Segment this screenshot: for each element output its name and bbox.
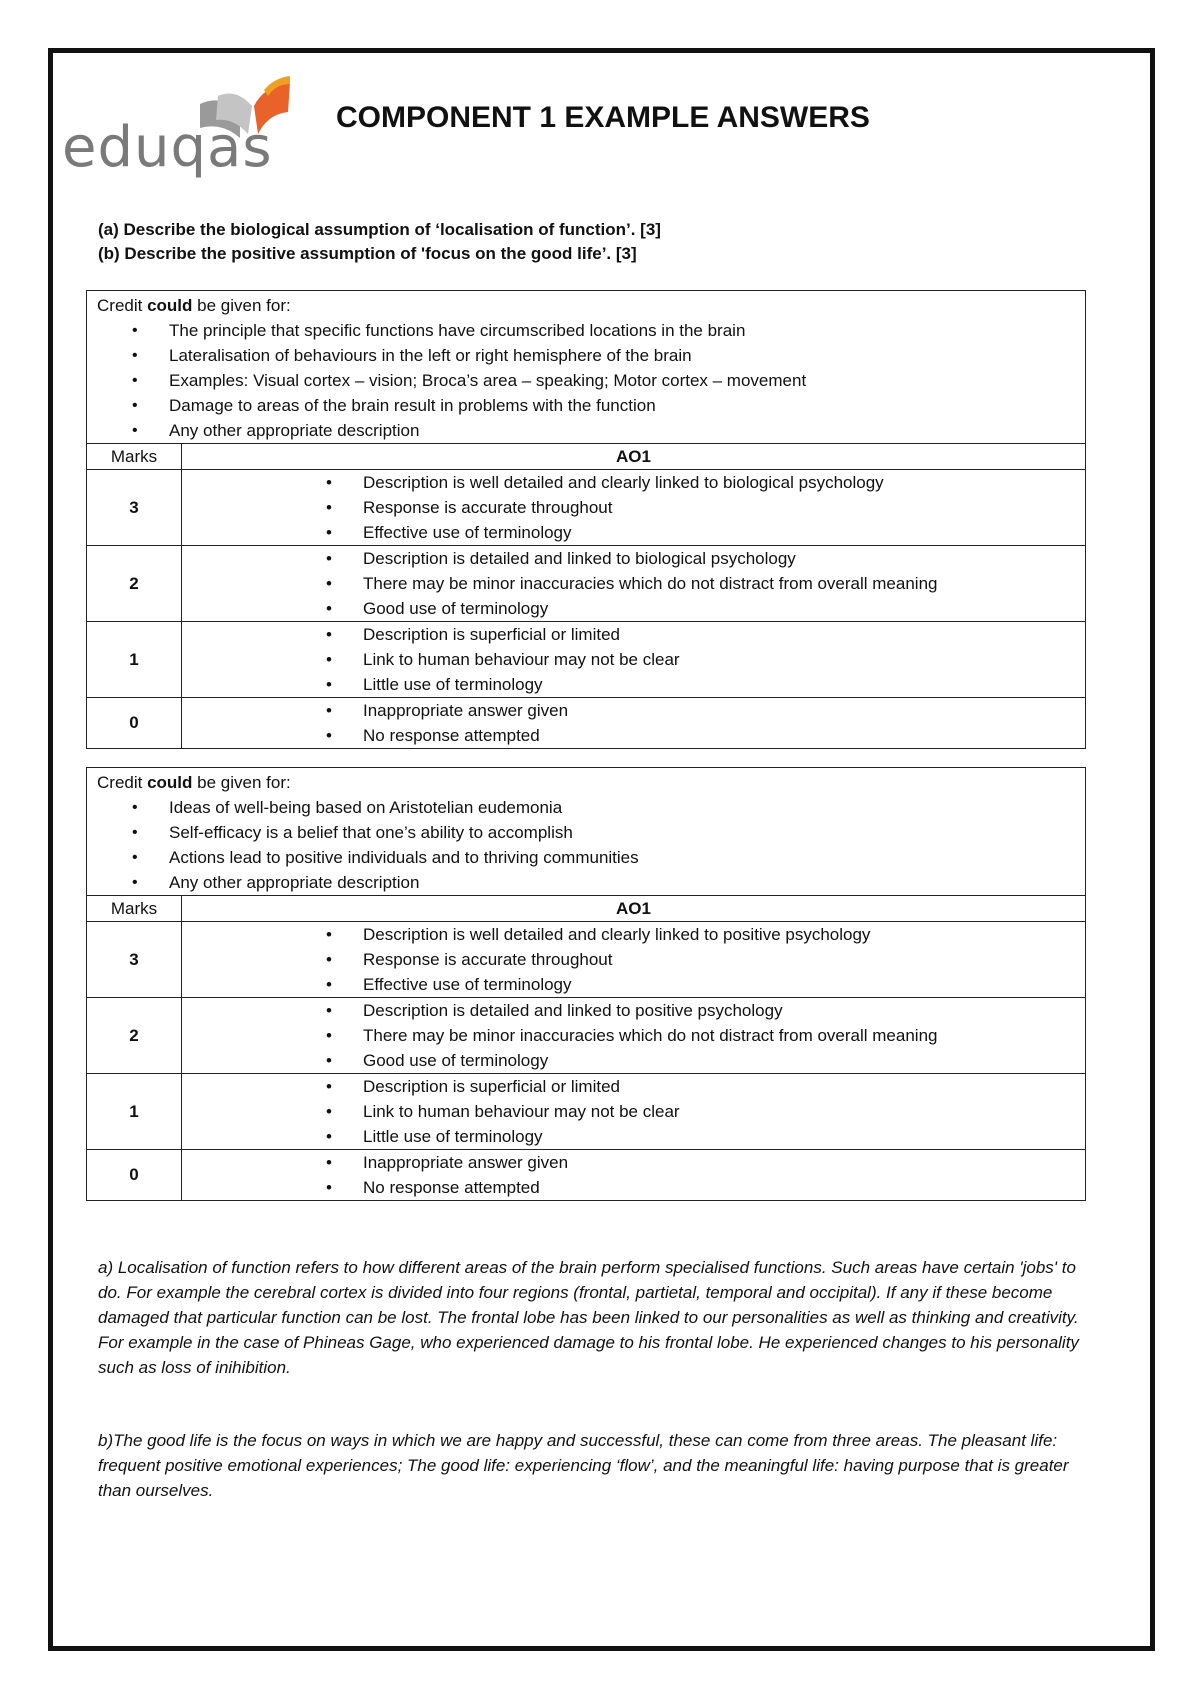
criterion: • Link to human behaviour may not be clear	[363, 1099, 1085, 1124]
criterion: • Description is detailed and linked to positive psychology	[363, 998, 1085, 1023]
criterion: • Description is well detailed and clearly linked to positive psychology	[363, 922, 1085, 947]
credit-cell	[87, 291, 1086, 444]
criterion: • No response attempted	[363, 1175, 1085, 1200]
marks-header: Marks	[87, 896, 182, 922]
marks-header: Marks	[87, 444, 182, 470]
mark-value: 2	[87, 546, 182, 622]
mark-value: 1	[87, 1074, 182, 1150]
credit-item: • Lateralisation of behaviours in the left or right hemisphere of the brain	[169, 343, 1075, 368]
table-row	[87, 698, 1086, 749]
criterion: • Inappropriate answer given	[363, 1150, 1085, 1175]
credit-item: • Any other appropriate description	[169, 870, 1075, 895]
table-row	[87, 1074, 1086, 1150]
criterion: • Response is accurate throughout	[363, 947, 1085, 972]
mark-value: 0	[87, 1150, 182, 1201]
table-row	[87, 470, 1086, 546]
table-header-row	[87, 896, 1086, 922]
credit-heading: Credit could be given for:	[97, 773, 291, 792]
criterion: • There may be minor inaccuracies which do not distract from overall meaning	[363, 1023, 1085, 1048]
criterion: • Inappropriate answer given	[363, 698, 1085, 723]
criterion: • Effective use of terminology	[363, 972, 1085, 997]
ao1-header: AO1	[182, 896, 1086, 922]
credit-item: • Actions lead to positive individuals and to thriving communities	[169, 845, 1075, 870]
credit-item: • Ideas of well-being based on Aristotelian eudemonia	[169, 795, 1075, 820]
criterion: • Description is well detailed and clearly linked to biological psychology	[363, 470, 1085, 495]
credit-cell	[87, 768, 1086, 896]
mark-value: 3	[87, 470, 182, 546]
criterion: • Link to human behaviour may not be clear	[363, 647, 1085, 672]
criterion: • Effective use of terminology	[363, 520, 1085, 545]
credit-item: • Damage to areas of the brain result in problems with the function	[169, 393, 1075, 418]
credit-item: • The principle that specific functions have circumscribed locations in the brain	[169, 318, 1075, 343]
table-header-row	[87, 444, 1086, 470]
example-answer-b: b)The good life is the focus on ways in which we are happy and successful, these can come from three areas. The pleasant life: frequent positive emotional experiences; The good life: experiencing ‘flow’, and the meaningful life: having purpose that is greater than ourselves.	[98, 1431, 1069, 1500]
table-row	[87, 1150, 1086, 1201]
table-row	[87, 998, 1086, 1074]
mark-value: 3	[87, 922, 182, 998]
table-row	[87, 622, 1086, 698]
mark-scheme-table-b	[86, 767, 1086, 1201]
credit-list	[97, 318, 1075, 443]
credit-item: • Examples: Visual cortex – vision; Broca’s area – speaking; Motor cortex – movement	[169, 368, 1075, 393]
criterion: • Description is superficial or limited	[363, 622, 1085, 647]
table-row	[87, 922, 1086, 998]
criterion: • Good use of terminology	[363, 1048, 1085, 1073]
mark-value: 0	[87, 698, 182, 749]
mark-scheme-table-a	[86, 290, 1086, 749]
criterion: • Description is detailed and linked to biological psychology	[363, 546, 1085, 571]
questions	[98, 218, 661, 266]
criterion: • Little use of terminology	[363, 1124, 1085, 1149]
credit-heading: Credit could be given for:	[97, 296, 291, 315]
credit-list	[97, 795, 1075, 895]
criterion: • There may be minor inaccuracies which do not distract from overall meaning	[363, 571, 1085, 596]
criterion: • No response attempted	[363, 723, 1085, 748]
criterion: • Little use of terminology	[363, 672, 1085, 697]
eduqas-logo	[62, 76, 292, 188]
credit-item: • Any other appropriate description	[169, 418, 1075, 443]
example-answer-a: a) Localisation of function refers to how different areas of the brain perform specialised functions. Such areas have certain 'jobs' to do. For example the cerebral cortex is divided into four regions (frontal, partietal, temporal and occipital). If any if these become damaged that particular function can be lost. The frontal lobe has been linked to our personalities as well as thinking and creativity. For example in the case of Phineas Gage, who experienced damage to his frontal lobe. He experienced changes to his personality such as loss of inihibition.	[98, 1258, 1079, 1377]
question-b: (b) Describe the positive assumption of 'focus on the good life’. [3]	[98, 244, 637, 263]
mark-value: 1	[87, 622, 182, 698]
credit-item: • Self-efficacy is a belief that one’s ability to accomplish	[169, 820, 1075, 845]
criterion: • Response is accurate throughout	[363, 495, 1085, 520]
criterion: • Good use of terminology	[363, 596, 1085, 621]
criterion: • Description is superficial or limited	[363, 1074, 1085, 1099]
page-title: COMPONENT 1 EXAMPLE ANSWERS	[336, 101, 870, 134]
question-a: (a) Describe the biological assumption of ‘localisation of function’. [3]	[98, 220, 661, 239]
mark-value: 2	[87, 998, 182, 1074]
ao1-header: AO1	[182, 444, 1086, 470]
logo-text: eduqas	[62, 115, 273, 180]
table-row	[87, 546, 1086, 622]
